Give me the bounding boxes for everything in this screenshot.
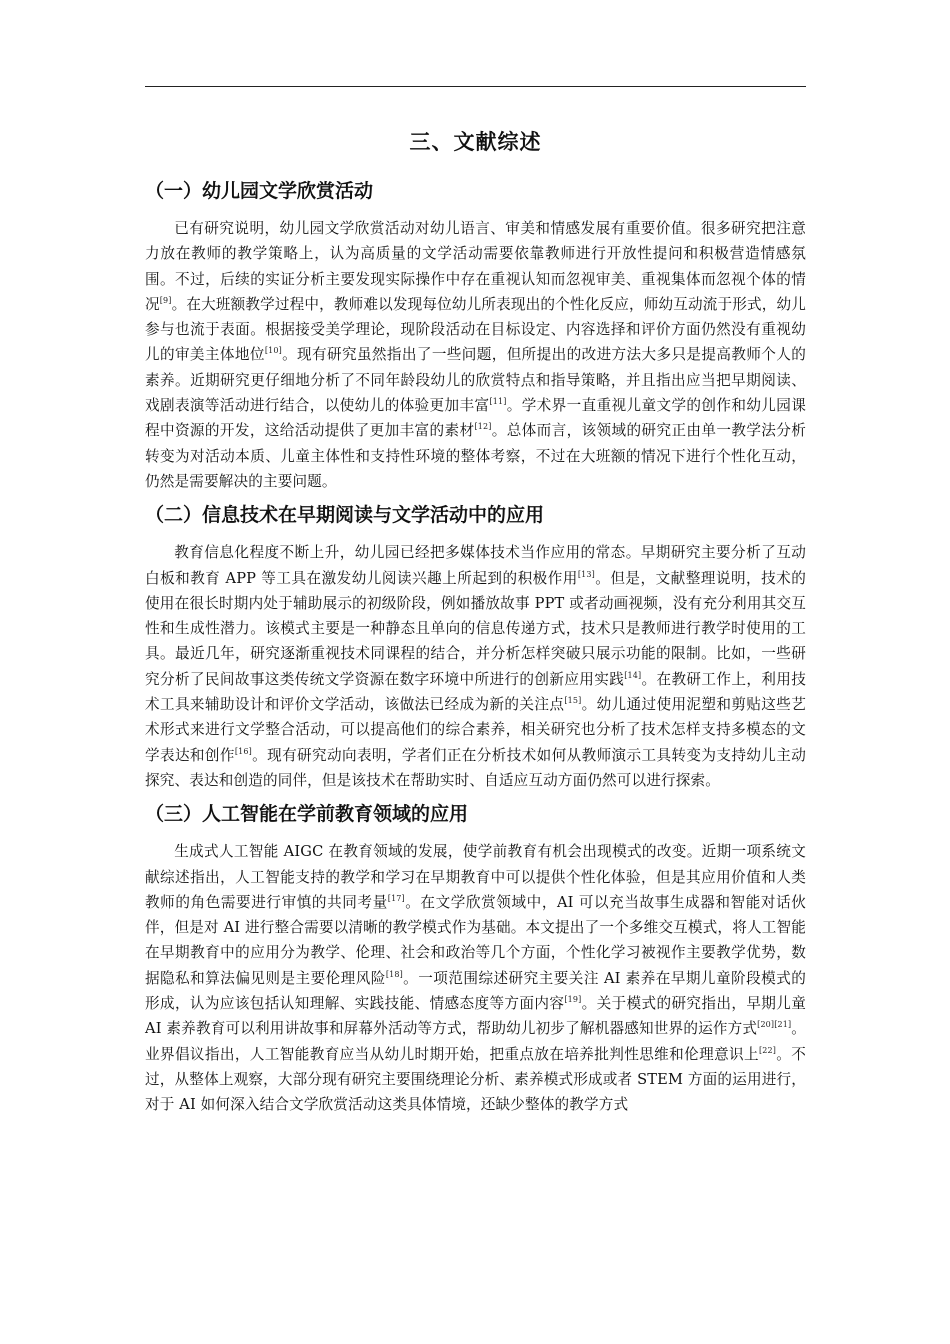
citation-ref: [18] — [385, 969, 403, 979]
citation-ref: [16] — [234, 746, 252, 756]
text-run: 。在大班额教学过程中，教师难以发现每位幼儿所表现出的个性化反应，师幼互动流于形式，幼儿参与也流于表面。根据接受美学理论，现阶段活动在目标设定、内容选择和评价方面仍然没有重视幼儿的审美主体地位 — [145, 295, 806, 364]
section-paragraph — [145, 540, 806, 793]
citation-ref: [20][21] — [757, 1020, 792, 1030]
text-run: 。在教研工作上，利用技术工具来辅助设计和评价文学活动，该做法已经成为新的关注点 — [145, 670, 806, 714]
section-heading: （三）人工智能在学前教育领域的应用 — [145, 803, 469, 826]
text-run: 。总体而言，该领域的研究正由单一教学法分析转变为对活动本质、儿童主体性和支持性环境的整体考察，不过在大班额的情况下进行个性化互动，仍然是需要解决的主要问题。 — [145, 422, 806, 490]
citation-ref: [9] — [159, 296, 172, 306]
page-content — [145, 124, 806, 1122]
text-run: 。关于模式的研究指出，早期儿童 AI 素养教育可以利用讲故事和屏幕外活动等方式，帮助幼儿初步了解机器感知世界的运作方式 — [145, 995, 806, 1038]
text-run: 教育信息化程度不断上升，幼儿园已经把多媒体技术当作应用的常态。早期研究主要分析了互动白板和教育 APP 等工具在激发幼儿阅读兴趣上所起到的积极作用 — [145, 544, 806, 587]
text-run: 。学术界一直重视儿童文学的创作和幼儿园课程中资源的开发，这给活动提供了更加丰富的素材 — [145, 397, 806, 440]
text-run: 生成式人工智能 AIGC 在教育领域的发展，使学前教育有机会出现模式的改变。近期一项系统文献综述指出，人工智能支持的教学和学习在早期教育中可以提供个性化体验，但是其应用价值和人类教师的角色需要进行审慎的共同考量 — [145, 843, 806, 911]
citation-ref: [11] — [489, 397, 507, 407]
citation-ref: [19] — [564, 995, 582, 1005]
text-run: 。在文学欣赏领域中，AI 可以充当故事生成器和智能对话伙伴，但是对 AI 进行整合需要以清晰的教学模式作为基础。本文提出了一个多维交互模式，将人工智能在早期教育中的应用分为教学、伦理、社会和政治等几个方面，个性化学习被视作主要教学优势，数据隐私和算法偏见则是主要伦理风险 — [145, 893, 806, 987]
citation-ref: [12] — [474, 422, 492, 432]
text-run: 。一项范围综述研究主要关注 AI 素养在早期儿童阶段模式的形成，认为应该包括认知理解、实践技能、情感态度等方面内容 — [145, 969, 806, 1013]
citation-ref: [13] — [577, 569, 595, 579]
section-literature-appreciation — [145, 174, 806, 494]
section-heading: （二）信息技术在早期阅读与文学活动中的应用 — [145, 504, 545, 527]
text-run: 。但是，文献整理说明，技术的使用在很长时期内处于辅助展示的初级阶段，例如播放故事 PPT 或者动画视频，没有充分利用其交互性和生成性潜力。该模式主要是一种静态且单向的信息传递方式，技术只是教师进行教学时使用的工具。最近几年，研究逐渐重视技术同课程的结合，并分析怎样突破只展示功能的限制。比如，一些研究分析了民间故事这类传统文学资源在数字环境中所进行的创新应用实践 — [145, 569, 807, 688]
section-information-technology — [145, 498, 806, 793]
section-paragraph — [145, 839, 806, 1117]
text-run: 。现有研究动向表明，学者们正在分析技术如何从教师演示工具转变为支持幼儿主动探究、表达和创造的同伴，但是该技术在帮助实时、自适应互动方面仍然可以进行探索。 — [145, 746, 806, 789]
citation-ref: [14] — [624, 670, 642, 680]
text-run: 。幼儿通过使用泥塑和剪贴这些艺术形式来进行文学整合活动，可以提高他们的综合素养，相关研究也分析了技术怎样支持多模态的文学表达和创作 — [145, 696, 806, 764]
section-artificial-intelligence — [145, 797, 806, 1117]
text-run: 。业界倡议指出，人工智能教育应当从幼儿时期开始，把重点放在培养批判性思维和伦理意识上 — [145, 1020, 806, 1063]
chapter-title: 三、文献综述 — [409, 130, 542, 154]
section-heading: （一）幼儿园文学欣赏活动 — [145, 180, 374, 202]
citation-ref: [10] — [264, 346, 282, 356]
citation-ref: [22] — [759, 1045, 777, 1055]
citation-ref: [17] — [387, 893, 405, 903]
header-rule — [145, 86, 806, 87]
citation-ref: [15] — [564, 696, 582, 706]
text-run: 已有研究说明，幼儿园文学欣赏活动对幼儿语言、审美和情感发展有重要价值。很多研究把注意力放在教师的教学策略上，认为高质量的文学活动需要依靠教师进行开放性提问和积极营造情感氛围。不过，后续的实证分析主要发现实际操作中存在重视认知而忽视审美、重视集体而忽视个体的情况 — [145, 220, 806, 313]
text-run: 。现有研究虽然指出了一些问题，但所提出的改进方法大多只是提高教师个人的素养。近期研究更仔细地分析了不同年龄段幼儿的欣赏特点和指导策略，并且指出应当把早期阅读、戏剧表演等活动进行结合，以使幼儿的体验更加丰富 — [145, 346, 806, 415]
text-run: 。不过，从整体上观察，大部分现有研究主要围绕理论分析、素养模式形成或者 STEM 方面的运用进行，对于 AI 如何深入结合文学欣赏活动这类具体情境，还缺少整体的教学方式 — [145, 1045, 806, 1114]
section-paragraph — [145, 216, 806, 494]
